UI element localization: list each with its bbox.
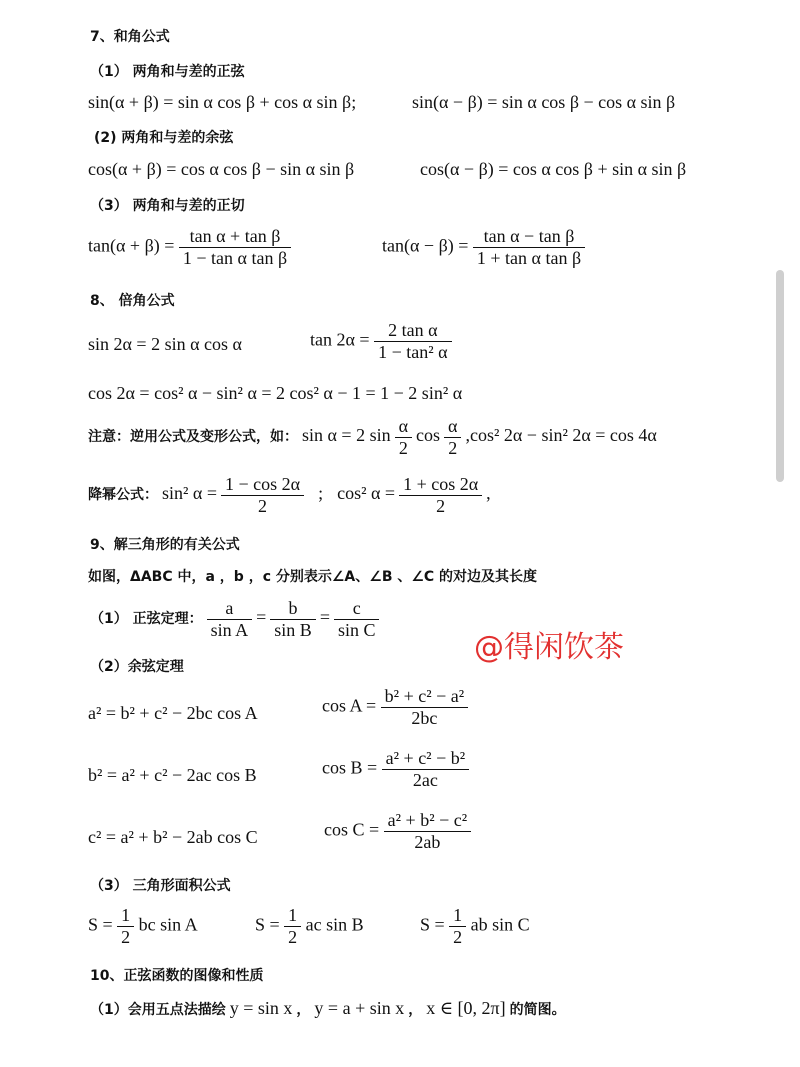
power1-denominator: 2 [221, 495, 304, 517]
cos-a-denominator: 2bc [381, 707, 468, 729]
sine-law-a-denominator: sin A [207, 619, 253, 641]
power1-numerator: 1 − cos 2α [224, 474, 301, 494]
note-half-angle-fraction-2 [444, 416, 461, 459]
area1-lhs: S = [88, 914, 113, 935]
tan-double-fraction [374, 320, 451, 363]
sine-law-fraction-c [334, 598, 380, 641]
sine-law-a-numerator: a [225, 598, 234, 618]
area-formula-1 [88, 905, 198, 948]
area2-rhs: ac sin B [305, 914, 364, 935]
area1-denominator: 2 [117, 926, 134, 948]
cos-law-b: b² = a² + c² − 2ac cos B [88, 765, 257, 785]
note-rest: ,cos² 2α − sin² 2α = cos 4α [465, 425, 657, 446]
cos-a-formula [322, 686, 468, 729]
tan-double-denominator: 1 − tan² α [374, 341, 451, 363]
cos-diff-formula: cos(α − β) = cos α cos β + sin α sin β [420, 159, 687, 179]
sine-law-fraction-b [270, 598, 316, 641]
power-label: 降幂公式： [88, 487, 158, 504]
tan-diff-denominator: 1 + tan α tan β [473, 247, 585, 269]
tan-diff-formula [382, 226, 585, 269]
cos-a-numerator: b² + c² − a² [384, 686, 465, 706]
equals-sign-1: = [256, 607, 267, 628]
area3-numerator: 1 [453, 905, 463, 925]
cos-a-lhs: cos A = [322, 695, 377, 716]
cos-c-lhs: cos C = [324, 819, 380, 840]
note-f1-numerator: α [398, 416, 409, 436]
line1-formula-1: y = sin x [229, 998, 293, 1018]
section-7-heading: 7、和角公式 [90, 29, 170, 45]
vertical-scrollbar[interactable] [776, 270, 784, 482]
cos-sum-formula: cos(α + β) = cos α cos β − sin α sin β [88, 159, 355, 179]
area1-numerator: 1 [121, 905, 131, 925]
cos-b-lhs: cos B = [322, 757, 378, 778]
power2-numerator: 1 + cos 2α [403, 474, 479, 494]
power2-denominator: 2 [399, 495, 482, 517]
cos-b-formula [322, 748, 469, 791]
section-10-heading: 10、正弦函数的图像和性质 [90, 968, 264, 984]
note-f2-numerator: α [448, 416, 458, 436]
cos-c-numerator: a² + b² − c² [387, 810, 468, 830]
cos-b-numerator: a² + c² − b² [385, 748, 466, 768]
section-7-sub3: （3） 两角和与差的正切 [90, 198, 245, 214]
note-f2-denominator: 2 [444, 437, 461, 459]
area2-numerator: 1 [288, 905, 298, 925]
section-7-sub2: (2) 两角和与差的余弦 [94, 130, 234, 146]
cos-law-a: a² = b² + c² − 2bc cos A [88, 703, 258, 723]
area3-denominator: 2 [449, 926, 466, 948]
sin-double-formula: sin 2α = 2 sin α cos α [88, 334, 242, 354]
section-9-sub3: （3） 三角形面积公式 [90, 878, 231, 894]
area3-rhs: ab sin C [470, 914, 530, 935]
line1-separator-2: ， [408, 1002, 423, 1018]
sine-law-c-numerator: c [352, 598, 361, 618]
power2-lhs: cos² α = [337, 483, 396, 504]
sine-law-b-denominator: sin B [270, 619, 316, 641]
watermark: @得闲饮茶 [474, 630, 624, 665]
tan-diff-numerator: tan α − tan β [483, 226, 575, 246]
area3-lhs: S = [420, 914, 445, 935]
tan-double-numerator: 2 tan α [388, 320, 438, 340]
cos-c-fraction [384, 810, 471, 853]
cos-b-fraction [382, 748, 469, 791]
cos-b-denominator: 2ac [382, 769, 469, 791]
note-lhs: sin α = 2 sin [302, 425, 391, 446]
note-half-angle-fraction-1 [395, 416, 412, 459]
power1-fraction [221, 474, 304, 517]
cos-a-fraction [381, 686, 468, 729]
power-reduction-line [88, 474, 491, 517]
line1-formula-3: x ∈ [0, 2π] [426, 998, 506, 1018]
area1-fraction [117, 905, 134, 948]
power-separator: ; [318, 483, 324, 504]
cos-double-formula: cos 2α = cos² α − sin² α = 2 cos² α − 1 = 1 − 2 sin² α [88, 383, 463, 403]
area2-denominator: 2 [284, 926, 301, 948]
sine-law-fraction-a [207, 598, 253, 641]
cos-law-c: c² = a² + b² − 2ab cos C [88, 827, 258, 847]
section-9-intro: 如图，ΔABC 中，a ，b ，c 分别表示∠A、∠B 、∠C 的对边及其长度 [88, 569, 538, 585]
line1-text-1: （1）会用五点法描绘 [90, 1002, 226, 1018]
equals-sign-2: = [319, 607, 330, 628]
note-mid: cos [416, 425, 441, 446]
sin-sum-formula: sin(α + β) = sin α cos β + cos α sin β; [88, 92, 357, 112]
power-end: , [486, 483, 491, 504]
area2-lhs: S = [255, 914, 280, 935]
section-7-sub1: （1） 两角和与差的正弦 [90, 64, 245, 80]
tan-sum-fraction [179, 226, 291, 269]
area1-rhs: bc sin A [138, 914, 198, 935]
tan-double-formula [310, 320, 452, 363]
tan-sum-denominator: 1 − tan α tan β [179, 247, 291, 269]
line1-separator-1: ， [296, 1002, 311, 1018]
area-formula-3 [420, 905, 530, 948]
note-f1-denominator: 2 [395, 437, 412, 459]
tan-sum-numerator: tan α + tan β [189, 226, 281, 246]
line1-formula-2: y = a + sin x [314, 998, 405, 1018]
cos-c-denominator: 2ab [384, 831, 471, 853]
line1-text-2: 的简图。 [509, 1002, 566, 1018]
sin-diff-formula: sin(α − β) = sin α cos β − cos α sin β [412, 92, 676, 112]
tan-sum-lhs: tan(α + β) = [88, 235, 175, 256]
tan-double-lhs: tan 2α = [310, 329, 370, 350]
section-8-heading: 8、 倍角公式 [90, 293, 175, 309]
sine-law-line [90, 598, 379, 641]
note-line [88, 416, 657, 459]
section-9-sub1: （1） 正弦定理： [90, 611, 203, 628]
sine-law-c-denominator: sin C [334, 619, 380, 641]
area-formula-2 [255, 905, 364, 948]
note-label: 注意：逆用公式及变形公式，如： [88, 429, 298, 446]
power2-fraction [399, 474, 482, 517]
area3-fraction [449, 905, 466, 948]
cos-c-formula [324, 810, 471, 853]
sine-law-b-numerator: b [288, 598, 298, 618]
tan-sum-formula [88, 226, 291, 269]
tan-diff-fraction [473, 226, 585, 269]
section-10-line1 [90, 998, 566, 1019]
power1-lhs: sin² α = [162, 483, 217, 504]
area2-fraction [284, 905, 301, 948]
section-9-sub2: （2）余弦定理 [90, 659, 184, 675]
tan-diff-lhs: tan(α − β) = [382, 235, 469, 256]
section-9-heading: 9、解三角形的有关公式 [90, 537, 240, 553]
